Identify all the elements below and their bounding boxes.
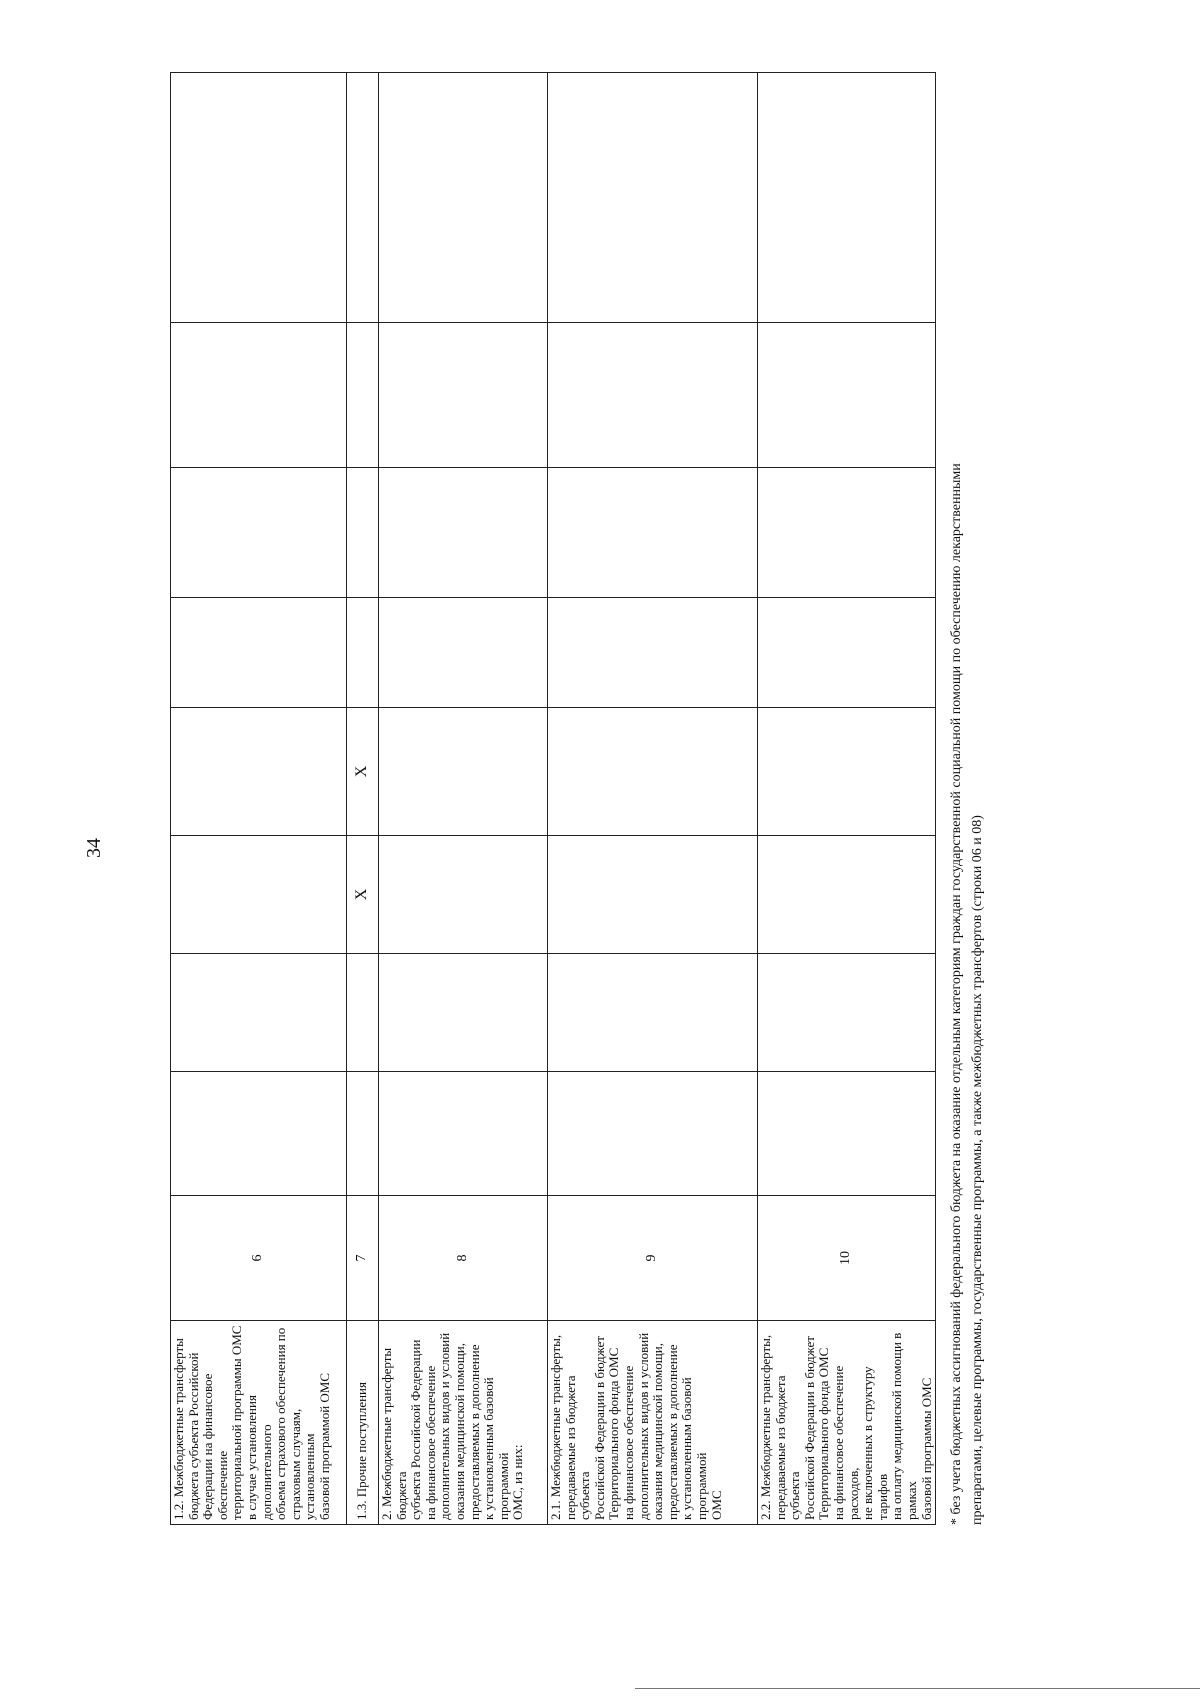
page-number: 34 [83, 838, 105, 858]
table-row [347, 73, 379, 1525]
table-cell [379, 73, 548, 323]
table-row [379, 73, 548, 1525]
table-cell [379, 954, 548, 1072]
table-cell [758, 73, 936, 323]
row-line-number: 10 [758, 1196, 936, 1321]
table-cell [171, 468, 347, 598]
table-cell [758, 836, 936, 954]
row-label: 2.2. Межбюджетные трансферты, передаваемые из бюджета субъекта Российской Федерации в бюджет Территориального фонда ОМС на финансовое обеспечение расходов, не включенных в структуру тарифов на оплату медицинской помощи в рамках базовой программы ОМС [758, 1321, 936, 1525]
table-cell [171, 954, 347, 1072]
table-cell [171, 708, 347, 836]
budget-table [170, 72, 936, 1525]
table-cell [379, 836, 548, 954]
table-cell [758, 1072, 936, 1196]
table-cell [171, 1072, 347, 1196]
table-cell [171, 598, 347, 708]
table-row [548, 73, 758, 1525]
rotated-page-content [170, 73, 985, 1525]
table-cell [347, 73, 379, 323]
table-cell [548, 468, 758, 598]
table-cell [758, 468, 936, 598]
table-cell [347, 468, 379, 598]
table-cell [171, 836, 347, 954]
row-line-number: 9 [548, 1196, 758, 1321]
table-cell [758, 323, 936, 468]
table-row [171, 73, 347, 1525]
table-cell [548, 598, 758, 708]
table-cell [548, 954, 758, 1072]
row-line-number: 7 [347, 1196, 379, 1321]
footnote: * без учета бюджетных ассигнований федерального бюджета на оказание отдельным категориям граждан государственной социальной помощи по обеспечению лекарственными препаратами, целевые программы, государственные программы, а также межбюджетных трансфертов (строки 06 и 08) [949, 463, 985, 1525]
table-cell [758, 598, 936, 708]
table-cell [347, 598, 379, 708]
row-line-number: 8 [379, 1196, 548, 1321]
table-row [758, 73, 936, 1525]
scan-edge-line [635, 1688, 1200, 1689]
row-line-number: 6 [171, 1196, 347, 1321]
row-label: 2.1. Межбюджетные трансферты, передаваемые из бюджета субъекта Российской Федерации в бюджет Территориального фонда ОМС на финансовое обеспечение дополнительных видов и условий оказания медицинской помощи, предоставляемых в дополнение к установленным базовой программой ОМС [548, 1321, 758, 1525]
table-cell [379, 323, 548, 468]
table-cell [379, 708, 548, 836]
table-cell [758, 708, 936, 836]
table-cell [548, 708, 758, 836]
table-cell [347, 1072, 379, 1196]
table-cell [171, 73, 347, 323]
table-cell [548, 323, 758, 468]
row-label: 1.2. Межбюджетные трансферты бюджета субъекта Российской Федерации на финансовое обеспечение территориальной программы ОМС в случае установления дополнительного объема страхового обеспечения по страховым случаям, установленным базовой программой ОМС [171, 1321, 347, 1525]
table-cell [379, 1072, 548, 1196]
table-cell [379, 468, 548, 598]
table-cell [548, 73, 758, 323]
table-cell [347, 323, 379, 468]
x-mark: X [347, 708, 379, 836]
table-cell [379, 598, 548, 708]
x-mark: X [347, 836, 379, 954]
table-cell [758, 954, 936, 1072]
table-cell [171, 323, 347, 468]
table-cell [548, 1072, 758, 1196]
row-label: 2. Межбюджетные трансферты бюджета субъекта Российской Федерации на финансовое обеспечение дополнительных видов и условий оказания медицинской помощи, предоставляемых в дополнение к установленным базовой программой ОМС, из них: [379, 1321, 548, 1525]
row-label: 1.3. Прочие поступления [347, 1321, 379, 1525]
table-cell [548, 836, 758, 954]
table-cell [347, 954, 379, 1072]
